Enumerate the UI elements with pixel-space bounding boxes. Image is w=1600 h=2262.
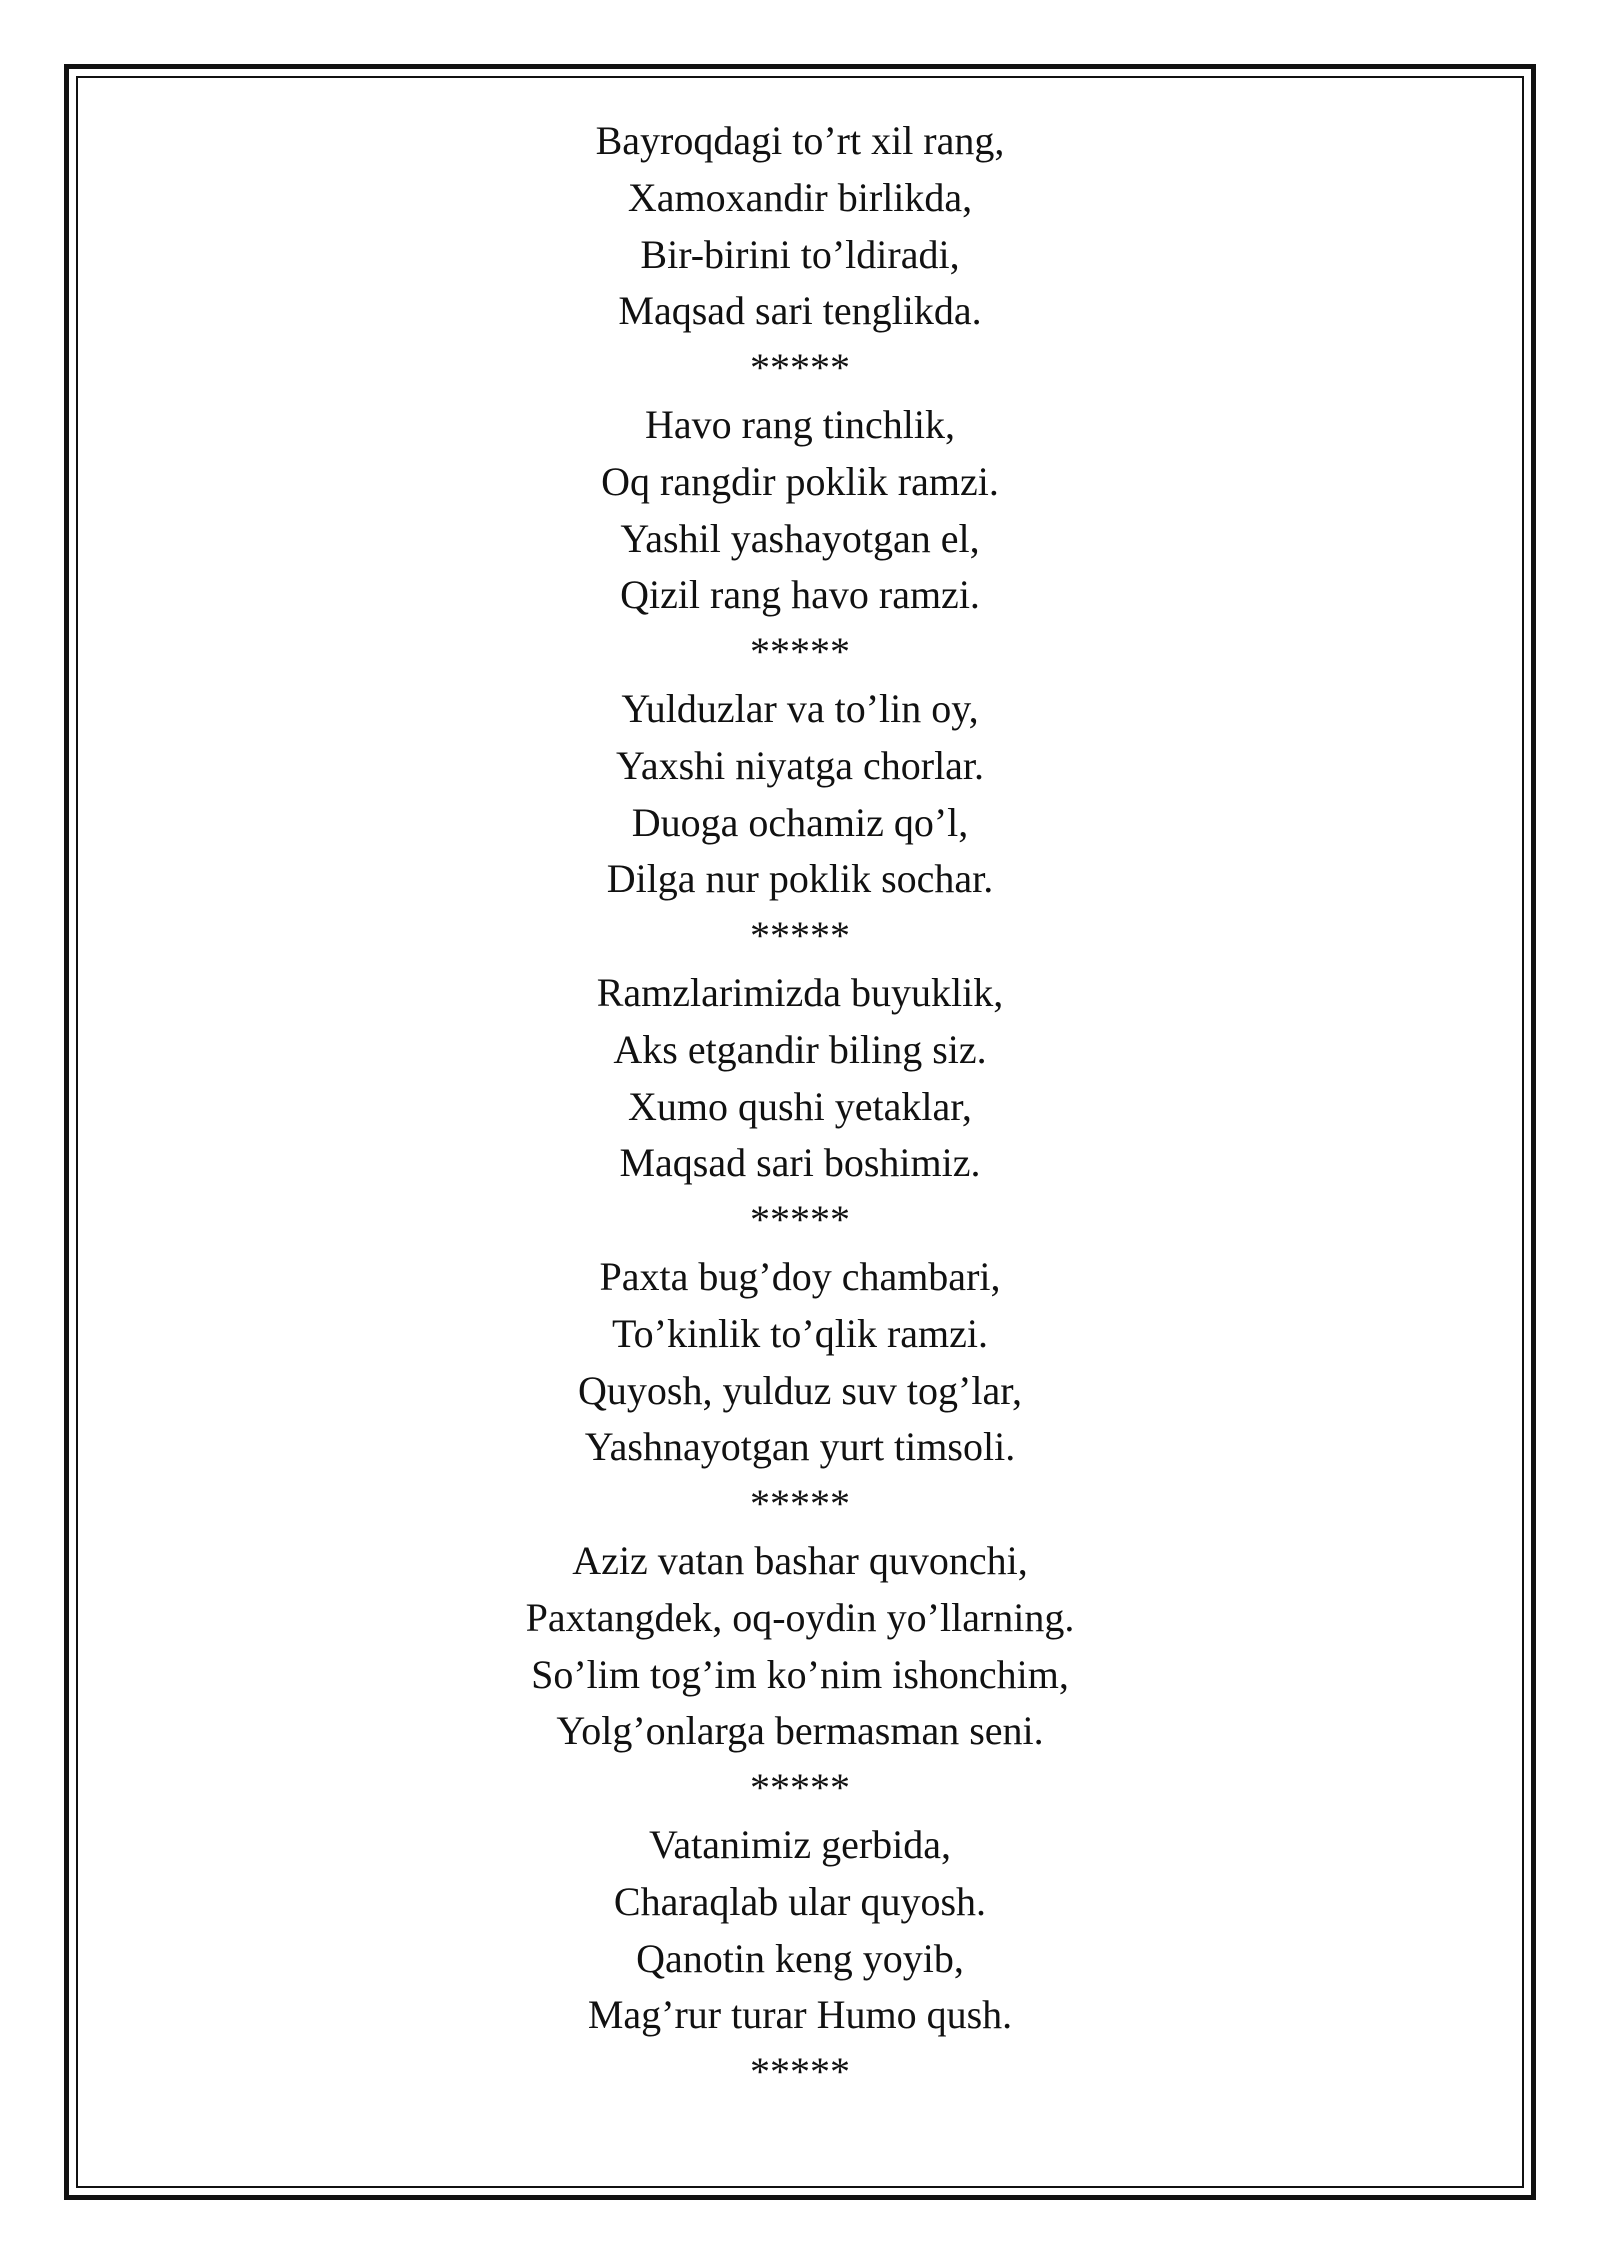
poem-line: Quyosh, yulduz suv tog’lar, (578, 1367, 1022, 1413)
stanza-7 (76, 1817, 1524, 2101)
poem-line: Aziz vatan bashar quvonchi, (572, 1537, 1028, 1583)
poem-line: So’lim tog’im ko’nim ishonchim, (531, 1651, 1069, 1697)
stanza-separator: ***** (750, 1197, 850, 1243)
stanza-1 (76, 113, 1524, 397)
poem-line: Yashnayotgan yurt timsoli. (584, 1424, 1016, 1470)
poem-line: Duoga ochamiz qo’l, (631, 799, 969, 845)
poem-line: Qanotin keng yoyib, (636, 1935, 964, 1981)
stanza-separator: ***** (750, 345, 850, 391)
poem-line: Yulduzlar va to’lin oy, (621, 685, 979, 731)
poem-line: Havo rang tinchlik, (645, 401, 955, 447)
stanza-separator: ***** (750, 629, 850, 675)
poem-line: Aks etgandir biling siz. (613, 1026, 987, 1072)
stanza-2 (76, 397, 1524, 681)
poem-line: Paxtangdek, oq-oydin yo’llarning. (525, 1594, 1075, 1640)
poem-line: Ramzlarimizda buyuklik, (596, 969, 1004, 1015)
poem-line: Maqsad sari tenglikda. (618, 288, 982, 334)
poem-line: Xumo qushi yetaklar, (628, 1083, 972, 1129)
poem-line: Oq rangdir poklik ramzi. (601, 458, 999, 504)
stanza-separator: ***** (750, 1481, 850, 1527)
poem (76, 113, 1524, 2101)
stanza-separator: ***** (750, 913, 850, 959)
poem-line: Yaxshi niyatga chorlar. (615, 742, 985, 788)
poem-line: Mag’rur turar Humo qush. (587, 1992, 1013, 2038)
stanza-3 (76, 681, 1524, 965)
poem-line: Yolg’onlarga bermasman seni. (556, 1708, 1044, 1754)
stanza-separator: ***** (750, 2049, 850, 2095)
stanza-6 (76, 1533, 1524, 1817)
stanza-4 (76, 965, 1524, 1249)
poem-line: To’kinlik to’qlik ramzi. (611, 1310, 988, 1356)
poem-line: Vatanimiz gerbida, (648, 1821, 952, 1867)
poem-line: Xamoxandir birlikda, (627, 174, 973, 220)
poem-line: Qizil rang havo ramzi. (620, 572, 980, 618)
poem-line: Bir-birini to’ldiradi, (640, 231, 960, 277)
poem-line: Bayroqdagi to’rt xil rang, (595, 118, 1005, 163)
stanza-separator: ***** (750, 1765, 850, 1811)
poem-line: Charaqlab ular quyosh. (613, 1878, 987, 1924)
poem-line: Maqsad sari boshimiz. (619, 1140, 981, 1186)
stanza-5 (76, 1249, 1524, 1533)
poem-line: Dilga nur poklik sochar. (606, 856, 994, 902)
poem-line: Yashil yashayotgan el, (620, 515, 980, 561)
poem-line: Paxta bug’doy chambari, (599, 1253, 1001, 1299)
